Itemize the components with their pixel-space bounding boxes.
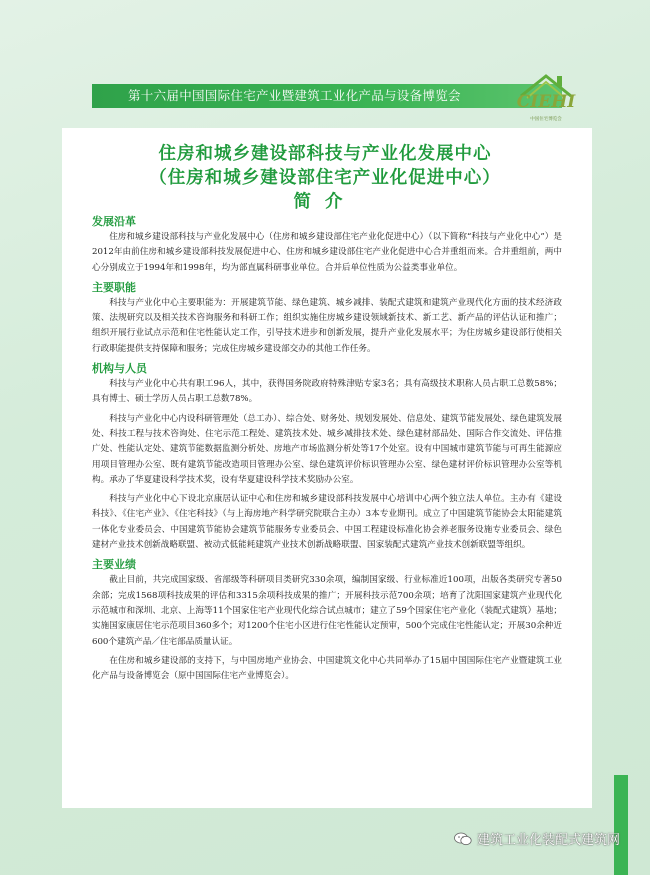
side-accent-bar (614, 775, 628, 875)
title-line-2: （住房和城乡建设部住宅产业化促进中心） (149, 168, 501, 188)
title-line-1: 住房和城乡建设部科技与产业化发展中心 (158, 144, 492, 164)
document-body (92, 212, 562, 688)
paragraph: 科技与产业化中心下设北京康居认证中心和住房和城乡建设部科技发展中心培训中心两个独立法人单位。主办有《建设科技》、《住宅产业》、《住宅科技》（与上海房地产科学研究院联合主办）3本专业期刊。成立了中国建筑节能协会太阳能建筑一体化专业委员会、中国建筑节能协会建筑节能服务专业委员会、中国工程建设标准化协会养老服务设施专业委员会、绿色建材产业技术创新战略联盟、被动式低能耗建筑产业技术创新战略联盟、国家装配式建筑产业技术创新联盟等组织。 (92, 494, 562, 551)
expo-banner: 第十六届中国国际住宅产业暨建筑工业化产品与设备博览会 (92, 84, 562, 108)
paragraph: 截止目前，共完成国家级、省部级等科研项目类研究330余项，编制国家级、行业标准近100项，出版各类研究专著50余部；完成1568项科技成果的评估和3315余项科技成果的推广；开展科技示范700余项；培育了沈阳国家建筑产业现代化示范城市和深圳、北京、上海等11个国家住宅产业现代化综合试点城市；建立了59个国家住宅产业化（装配式建筑）基地；实施国家康居住宅示范项目360多个；对1200个住宅小区进行住宅性能认定预审，500个完成住宅性能认定；开展30余种近600个建筑产品／住宅部品质量认证。 (92, 575, 562, 647)
section-organization (92, 361, 562, 553)
logo-text: CIEHI (516, 92, 576, 112)
paragraph: 科技与产业化中心主要职能为：开展建筑节能、绿色建筑、城乡减排、装配式建筑和建筑产业现代化方面的技术经济政策、法规研究以及相关技术咨询服务和科研工作；组织实施住房城乡建设领域新技术、新工艺、新产品的评估认证和推广；组织开展行业试点示范和住宅性能认定工作，引导技术进步和创新发展，提升产业化发展水平；为住房城乡建设部行使相关行政职能提供支持保障和服务；完成住房城乡建设部交办的其他工作任务。 (92, 297, 562, 354)
section-functions (92, 280, 562, 357)
title-line-3: 简介 (293, 192, 357, 212)
paragraph: 科技与产业化中心共有职工96人，其中，获得国务院政府特殊津贴专家3名；具有高级技术职称人员占职工总数58%；具有博士、硕士学历人员占职工总数78%。 (92, 379, 562, 405)
wechat-watermark (454, 829, 620, 848)
section-heading: 主要业绩 (92, 558, 136, 572)
logo-subtitle: 中国住宅博览会 (530, 117, 562, 122)
paragraph: 在住房和城乡建设部的支持下，与中国房地产业协会、中国建筑文化中心共同举办了15届中国国际住宅产业暨建筑工业化产品与设备博览会（原中国国际住宅产业博览会）。 (92, 655, 562, 682)
wechat-icon (454, 832, 472, 846)
section-heading: 机构与人员 (92, 362, 147, 376)
paragraph: 住房和城乡建设部科技与产业化发展中心（住房和城乡建设部住宅产业化促进中心）（以下简称“科技与产业化中心”）是2012年由前住房和城乡建设部科技发展促进中心、住房和城乡建设部住宅产业化促进中心合并重组而来。合并重组前，两中心分别成立于1994年和1998年，均为部直属科研事业单位。合并后单位性质为公益类事业单位。 (92, 232, 562, 273)
section-heading: 发展沿革 (92, 215, 136, 228)
ciehi-logo (515, 70, 577, 128)
section-achievements (92, 557, 562, 684)
section-heading: 主要职能 (92, 280, 136, 294)
section-history (92, 214, 562, 276)
paragraph: 科技与产业化中心内设科研管理处（总工办）、综合处、财务处、规划发展处、信息处、建筑节能发展处、绿色建筑发展处、科技工程与技术咨询处、住宅示范工程处、建筑技术处、城乡减排技术处、绿色建材部品处、国际合作交流处、评估推广处、性能认定处、建筑节能数据监测分析处、房地产市场监测分析处等17个处室。设有中国城市建筑节能与可再生能源应用项目管理办公室、既有建筑节能改造项目管理办公室、绿色建筑评价标识管理办公室、绿色建材评价标识管理办公室等机构。承办了华夏建设科学技术奖，设有华夏建设科学技术奖励办公室。 (92, 413, 562, 485)
watermark-text: 建筑工业化装配式建筑网 (476, 833, 620, 848)
